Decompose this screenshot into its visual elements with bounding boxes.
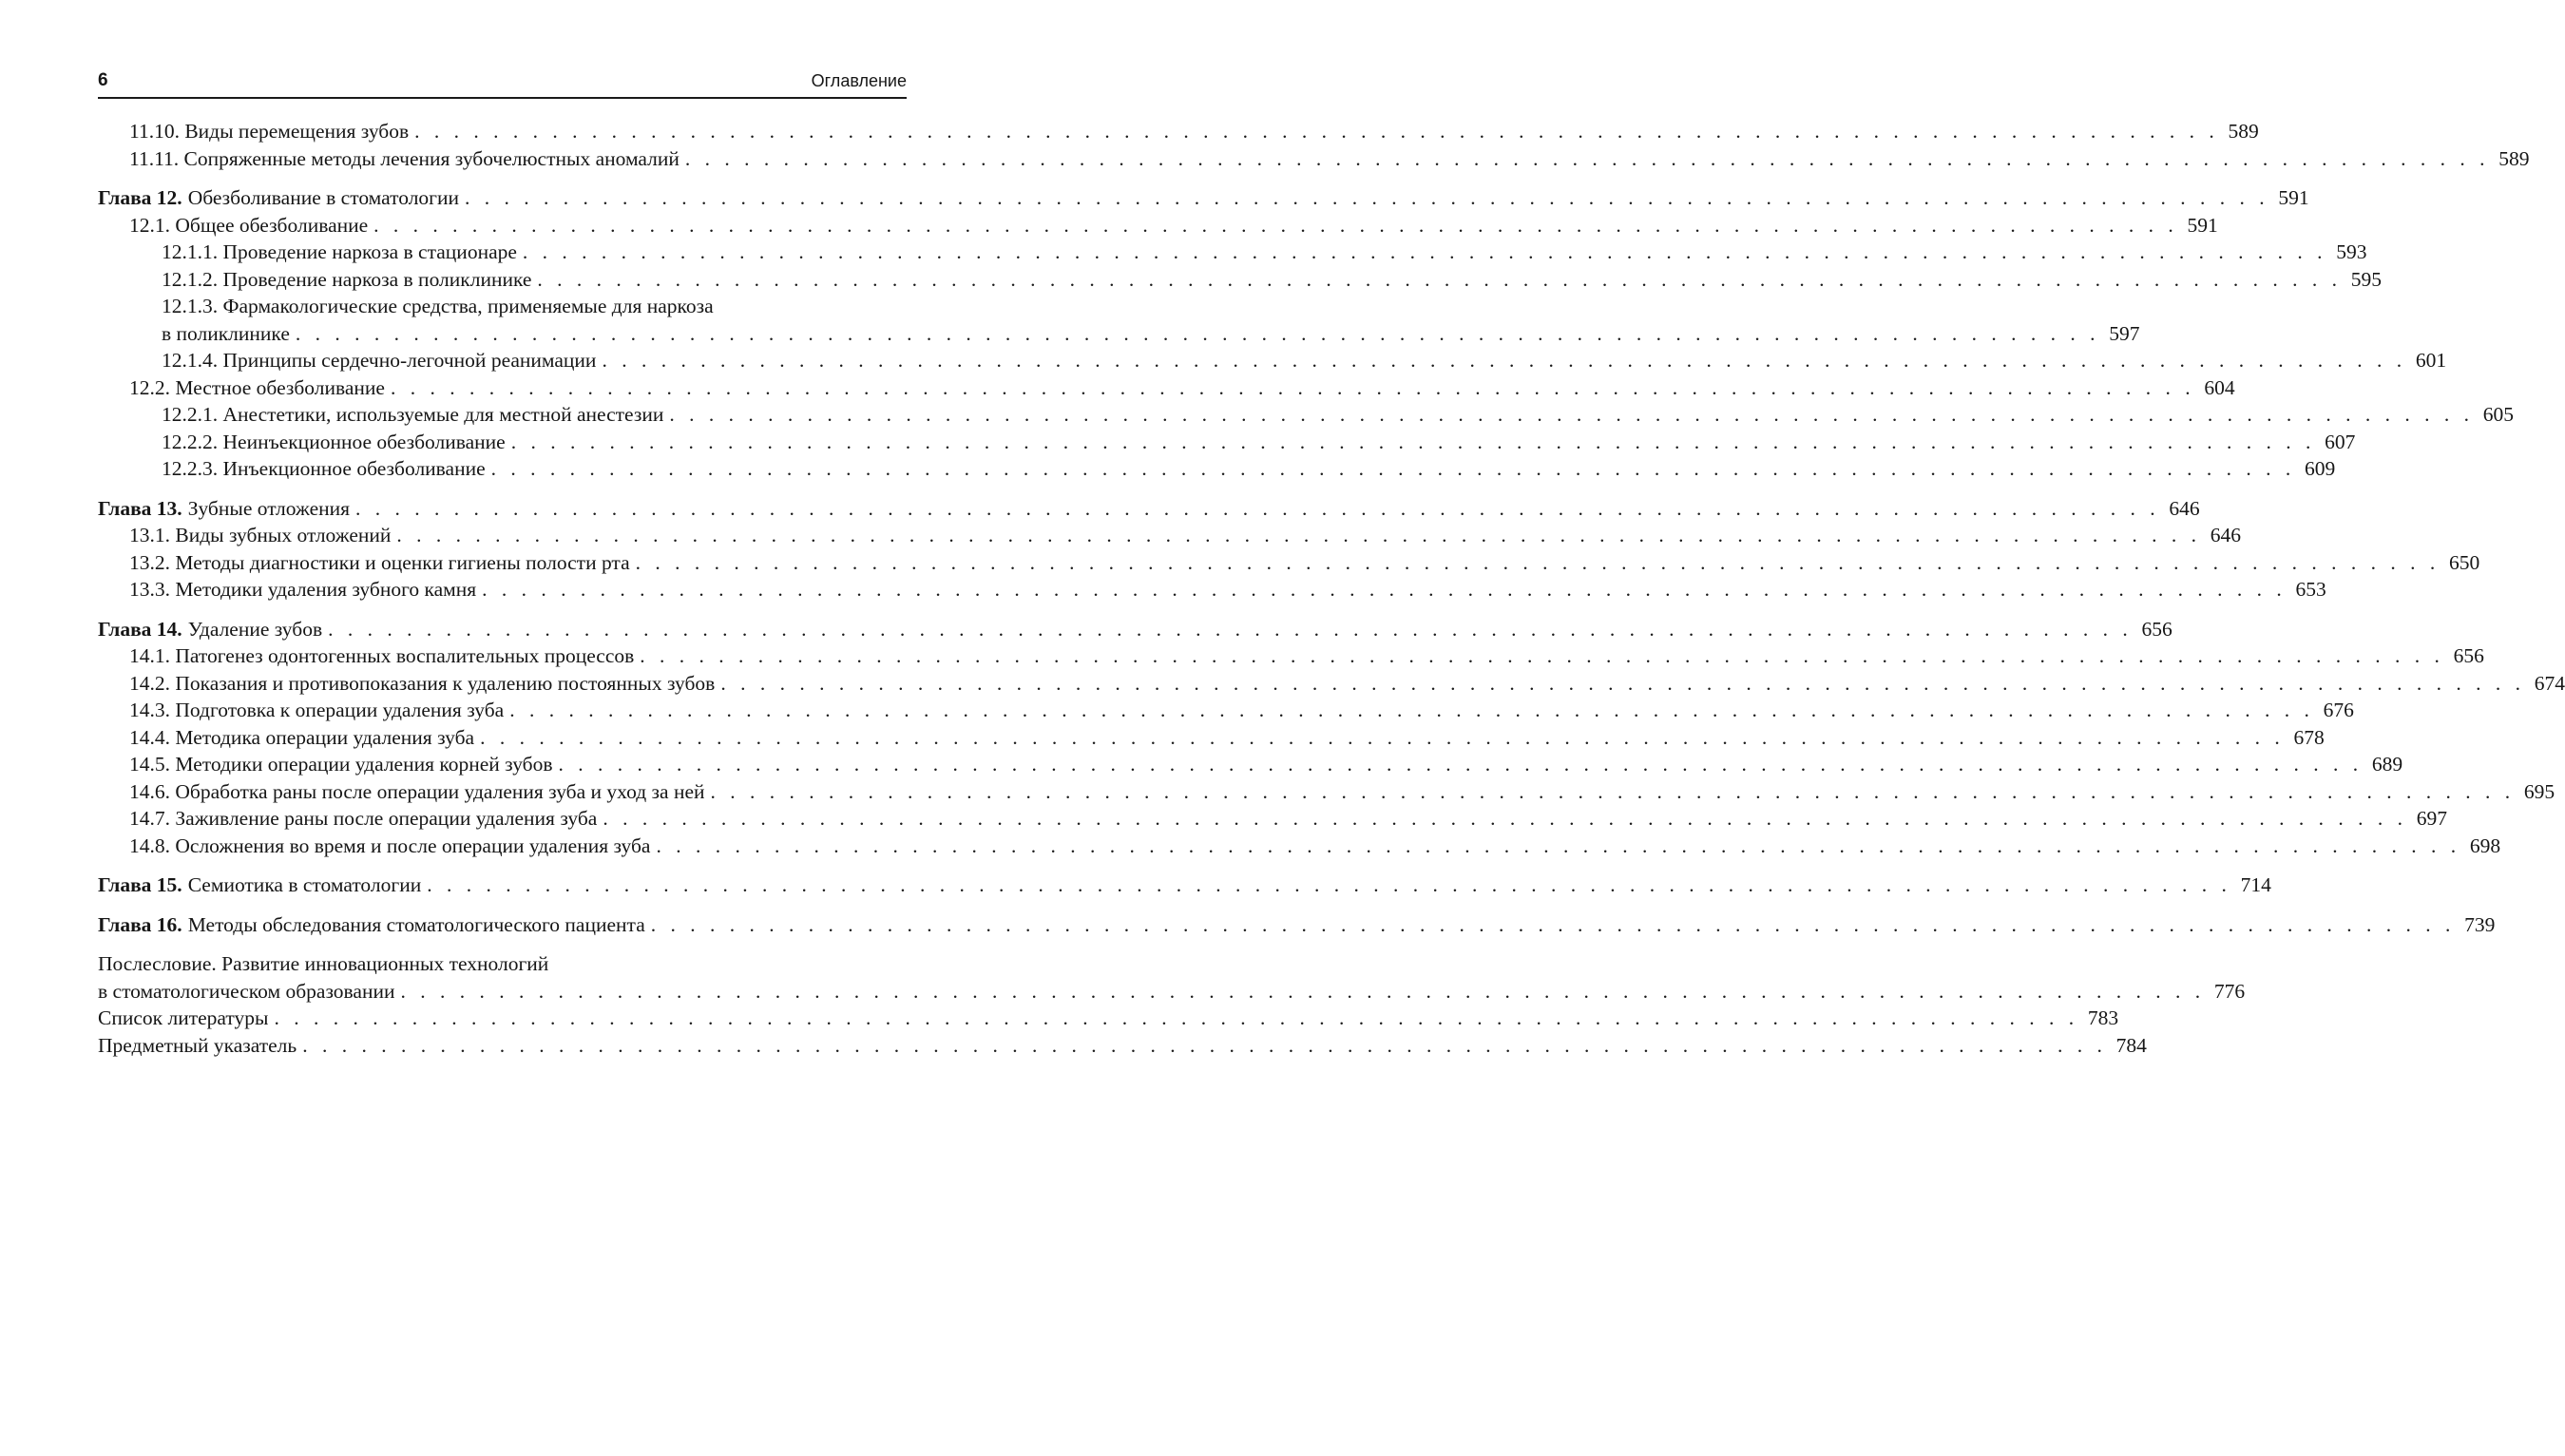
- toc-entry[interactable]: [98, 778, 2555, 806]
- toc-entry-title: 13.2. Методы диагностики и оценки гигиены полости рта: [129, 550, 630, 574]
- toc-chapter-16[interactable]: [98, 911, 2496, 939]
- toc-entry-page: 601: [2415, 349, 2447, 372]
- toc-entry-page: 656: [2141, 617, 2173, 641]
- dot-leader: . . . . . . . . . . . . . . . . . . . . . . . . . . . . . . . . . . . . . . . . . . . . . . . . . . . . . . . . . . . . . . . . . . . . . . . . . . . . . . . . . . . . . . . . . . . .: [480, 725, 2285, 749]
- toc-entry-page: 784: [2115, 1033, 2147, 1057]
- toc-entry-multiline[interactable]: [98, 293, 2140, 347]
- toc-entry-page: 646: [2169, 496, 2200, 520]
- toc-entry-page: 605: [2482, 403, 2514, 426]
- toc-entry-title: 14.3. Подготовка к операции удаления зуба: [129, 699, 505, 721]
- toc-entry-title: 14.4. Методика операции удаления зуба: [129, 725, 475, 749]
- toc-entry-page: 676: [2323, 699, 2354, 721]
- dot-leader: . . . . . . . . . . . . . . . . . . . . . . . . . . . . . . . . . . . . . . . . . . . . . . . . . . . . . . . . . . . . . . . . . . . . . . . . . . . . . . . . . . . . . . . . . . . .: [427, 873, 2231, 896]
- toc-entry-title: 12.2. Местное обезболивание: [129, 375, 385, 399]
- toc-entry-page: 674: [2534, 671, 2565, 695]
- dot-leader: . . . . . . . . . . . . . . . . . . . . . . . . . . . . . . . . . . . . . . . . . . . . . . . . . . . . . . . . . . . . . . . . . . . . . . . . . . . . . . . . . . . . . . . . . . . .: [656, 833, 2461, 857]
- toc-entry-title: 12.1.1. Проведение наркоза в стационаре: [162, 240, 517, 263]
- toc-entry-title: 11.11. Сопряженные методы лечения зубочелюстных аномалий: [129, 146, 680, 170]
- page-header: [98, 70, 907, 99]
- toc-entry-title: 13.3. Методики удаления зубного камня: [129, 578, 477, 601]
- toc-entry-title: 14.8. Осложнения во время и после операции удаления зуба: [129, 833, 651, 857]
- toc-entry-title: 11.10. Виды перемещения зубов: [129, 120, 410, 143]
- toc-entry[interactable]: [98, 670, 2565, 698]
- dot-leader: . . . . . . . . . . . . . . . . . . . . . . . . . . . . . . . . . . . . . . . . . . . . . . . . . . . . . . . . . . . . . . . . . . . . . . . . . . . . . . . . . . . . . . . . . . . .: [400, 979, 2206, 1003]
- dot-leader: . . . . . . . . . . . . . . . . . . . . . . . . . . . . . . . . . . . . . . . . . . . . . . . . . . . . . . . . . . . . . . . . . . . . . . . . . . . . . . . . . . . . . . . . . . . .: [274, 1006, 2079, 1029]
- toc-entry[interactable]: [98, 118, 2259, 145]
- toc-entry-references[interactable]: [98, 1005, 2119, 1032]
- dot-leader: . . . . . . . . . . . . . . . . . . . . . . . . . . . . . . . . . . . . . . . . . . . . . . . . . . . . . . . . . . . . . . . . . . . . . . . . . . . . . . . . . . . . . . . . . . . .: [669, 403, 2474, 426]
- toc-entry[interactable]: [98, 751, 2403, 778]
- toc-chapter-14[interactable]: [98, 616, 2173, 643]
- toc-entry-title: 12.1.4. Принципы сердечно-легочной реанимации: [162, 349, 597, 372]
- toc-chapter-15[interactable]: [98, 872, 2271, 899]
- toc-entry-title: Удаление зубов: [187, 617, 323, 641]
- toc-entry-title: Зубные отложения: [187, 496, 351, 520]
- toc-entry-page: 697: [2416, 807, 2447, 830]
- dot-leader: . . . . . . . . . . . . . . . . . . . . . . . . . . . . . . . . . . . . . . . . . . . . . . . . . . . . . . . . . . . . . . . . . . . . . . . . . . . . . . . . . . . . . . . . . . . .: [603, 807, 2407, 830]
- toc-entry-page: 698: [2469, 833, 2501, 857]
- chapter-label: Глава 15.: [98, 873, 182, 896]
- toc-entry[interactable]: [98, 576, 2326, 603]
- toc-entry-page: 689: [2371, 753, 2403, 776]
- toc-entry-title-line2: в стоматологическом образовании: [98, 979, 395, 1003]
- dot-leader: . . . . . . . . . . . . . . . . . . . . . . . . . . . . . . . . . . . . . . . . . . . . . . . . . . . . . . . . . . . . . . . . . . . . . . . . . . . . . . . . . . . . . . . . . . . .: [602, 349, 2407, 372]
- chapter-label: Глава 16.: [98, 912, 182, 936]
- toc-entry[interactable]: [98, 642, 2484, 670]
- dot-leader: . . . . . . . . . . . . . . . . . . . . . . . . . . . . . . . . . . . . . . . . . . . . . . . . . . . . . . . . . . . . . . . . . . . . . . . . . . . . . . . . . . . . . . . . . . . .: [720, 671, 2525, 695]
- dot-leader: . . . . . . . . . . . . . . . . . . . . . . . . . . . . . . . . . . . . . . . . . . . . . . . . . . . . . . . . . . . . . . . . . . . . . . . . . . . . . . . . . . . . . . . . . . . .: [510, 430, 2316, 453]
- toc-entry-title: 12.2.1. Анестетики, используемые для местной анестезии: [162, 403, 664, 426]
- toc-entry[interactable]: [98, 522, 2242, 549]
- dot-leader: . . . . . . . . . . . . . . . . . . . . . . . . . . . . . . . . . . . . . . . . . . . . . . . . . . . . . . . . . . . . . . . . . . . . . . . . . . . . . . . . . . . . . . . . . . . .: [302, 1033, 2107, 1057]
- toc-entry[interactable]: [98, 697, 2354, 724]
- toc-entry-page: 593: [2336, 240, 2367, 263]
- toc-entry-page: 650: [2449, 550, 2480, 574]
- toc-entry-title: 14.6. Обработка раны после операции удаления зуба и уход за ней: [129, 779, 705, 803]
- toc-entry-page: 739: [2464, 912, 2496, 936]
- page-number: 6: [98, 70, 108, 90]
- toc-entry-page: 646: [2210, 524, 2242, 546]
- toc-entry-page: 597: [2109, 321, 2140, 345]
- toc-entry-page: 604: [2204, 375, 2235, 399]
- toc-entry-page: 656: [2453, 644, 2484, 667]
- toc-entry-page: 695: [2523, 779, 2555, 803]
- toc-entry-title: Семиотика в стоматологии: [187, 873, 422, 896]
- table-of-contents: [98, 118, 2565, 1059]
- toc-entry-page: 591: [2278, 186, 2309, 209]
- toc-entry[interactable]: [98, 833, 2501, 860]
- toc-entry[interactable]: [98, 145, 2530, 173]
- toc-entry-title: Предметный указатель: [98, 1033, 297, 1057]
- dot-leader: . . . . . . . . . . . . . . . . . . . . . . . . . . . . . . . . . . . . . . . . . . . . . . . . . . . . . . . . . . . . . . . . . . . . . . . . . . . . . . . . . . . . . . . . . . . .: [414, 120, 2219, 143]
- toc-entry-page: 595: [2350, 267, 2383, 291]
- toc-entry-title: 14.2. Показания и противопоказания к удалению постоянных зубов: [129, 671, 716, 695]
- dot-leader: . . . . . . . . . . . . . . . . . . . . . . . . . . . . . . . . . . . . . . . . . . . . . . . . . . . . . . . . . . . . . . . . . . . . . . . . . . . . . . . . . . . . . . . . . . . .: [537, 267, 2343, 291]
- toc-entry-title: 12.2.2. Неинъекционное обезболивание: [162, 430, 506, 453]
- running-title: Оглавление: [811, 71, 907, 90]
- toc-entry-index[interactable]: [98, 1032, 2147, 1060]
- dot-leader: . . . . . . . . . . . . . . . . . . . . . . . . . . . . . . . . . . . . . . . . . . . . . . . . . . . . . . . . . . . . . . . . . . . . . . . . . . . . . . . . . . . . . . . . . . . .: [509, 699, 2314, 721]
- toc-entry-title: Список литературы: [98, 1006, 269, 1029]
- toc-entry-page: 776: [2213, 979, 2246, 1003]
- chapter-label: Глава 12.: [98, 186, 182, 209]
- toc-entry[interactable]: [98, 401, 2514, 429]
- dot-leader: . . . . . . . . . . . . . . . . . . . . . . . . . . . . . . . . . . . . . . . . . . . . . . . . . . . . . . . . . . . . . . . . . . . . . . . . . . . . . . . . . . . . . . . . . . . .: [640, 644, 2444, 667]
- dot-leader: . . . . . . . . . . . . . . . . . . . . . . . . . . . . . . . . . . . . . . . . . . . . . . . . . . . . . . . . . . . . . . . . . . . . . . . . . . . . . . . . . . . . . . . . . . . .: [710, 779, 2516, 803]
- dot-leader: . . . . . . . . . . . . . . . . . . . . . . . . . . . . . . . . . . . . . . . . . . . . . . . . . . . . . . . . . . . . . . . . . . . . . . . . . . . . . . . . . . . . . . . . . . . .: [490, 457, 2296, 480]
- toc-entry[interactable]: [98, 805, 2447, 833]
- toc-entry-title-line1: Послесловие. Развитие инновационных технологий: [98, 952, 549, 975]
- toc-entry-title: 12.1. Общее обезболивание: [129, 213, 369, 237]
- toc-entry[interactable]: [98, 429, 2356, 456]
- toc-entry-page: 714: [2240, 873, 2271, 896]
- dot-leader: . . . . . . . . . . . . . . . . . . . . . . . . . . . . . . . . . . . . . . . . . . . . . . . . . . . . . . . . . . . . . . . . . . . . . . . . . . . . . . . . . . . . . . . . . . . .: [328, 617, 2133, 641]
- toc-entry-page: 589: [2228, 120, 2259, 143]
- dot-leader: . . . . . . . . . . . . . . . . . . . . . . . . . . . . . . . . . . . . . . . . . . . . . . . . . . . . . . . . . . . . . . . . . . . . . . . . . . . . . . . . . . . . . . . . . . . .: [522, 240, 2327, 263]
- toc-chapter-12[interactable]: [98, 184, 2309, 212]
- toc-entry-page: 678: [2293, 725, 2325, 749]
- toc-entry[interactable]: [98, 374, 2235, 402]
- toc-entry-page: 591: [2187, 213, 2218, 237]
- toc-entry-title: 14.5. Методики операции удаления корней зубов: [129, 753, 553, 776]
- toc-entry[interactable]: [98, 724, 2325, 752]
- toc-entry-title: 14.1. Патогенез одонтогенных воспалительных процессов: [129, 644, 635, 667]
- toc-entry-page: 653: [2295, 578, 2326, 601]
- dot-leader: . . . . . . . . . . . . . . . . . . . . . . . . . . . . . . . . . . . . . . . . . . . . . . . . . . . . . . . . . . . . . . . . . . . . . . . . . . . . . . . . . . . . . . . . . . . .: [396, 524, 2202, 546]
- toc-entry[interactable]: [98, 549, 2480, 577]
- dot-leader: . . . . . . . . . . . . . . . . . . . . . . . . . . . . . . . . . . . . . . . . . . . . . . . . . . . . . . . . . . . . . . . . . . . . . . . . . . . . . . . . . . . . . . . . . . . .: [390, 375, 2195, 399]
- toc-entry-title: 12.2.3. Инъекционное обезболивание: [162, 457, 486, 480]
- dot-leader: . . . . . . . . . . . . . . . . . . . . . . . . . . . . . . . . . . . . . . . . . . . . . . . . . . . . . . . . . . . . . . . . . . . . . . . . . . . . . . . . . . . . . . . . . . . .: [482, 578, 2287, 601]
- toc-entry[interactable]: [98, 212, 2218, 239]
- dot-leader: . . . . . . . . . . . . . . . . . . . . . . . . . . . . . . . . . . . . . . . . . . . . . . . . . . . . . . . . . . . . . . . . . . . . . . . . . . . . . . . . . . . . . . . . . . . .: [373, 213, 2178, 237]
- toc-entry-page: 609: [2305, 457, 2336, 480]
- dot-leader: . . . . . . . . . . . . . . . . . . . . . . . . . . . . . . . . . . . . . . . . . . . . . . . . . . . . . . . . . . . . . . . . . . . . . . . . . . . . . . . . . . . . . . . . . . . .: [465, 186, 2269, 209]
- dot-leader: . . . . . . . . . . . . . . . . . . . . . . . . . . . . . . . . . . . . . . . . . . . . . . . . . . . . . . . . . . . . . . . . . . . . . . . . . . . . . . . . . . . . . . . . . . . .: [684, 146, 2490, 170]
- toc-entry-afterword[interactable]: [98, 950, 2246, 1005]
- toc-entry-title-line1: 12.1.3. Фармакологические средства, применяемые для наркоза: [162, 295, 714, 317]
- toc-entry[interactable]: [98, 347, 2447, 374]
- toc-entry[interactable]: [98, 266, 2383, 294]
- toc-entry-title: Обезболивание в стоматологии: [187, 186, 460, 209]
- toc-chapter-13[interactable]: [98, 495, 2200, 523]
- toc-entry[interactable]: [98, 455, 2336, 483]
- toc-entry-title: 14.7. Заживление раны после операции удаления зуба: [129, 807, 598, 830]
- toc-entry-page: 607: [2325, 430, 2356, 453]
- toc-entry[interactable]: [98, 239, 2367, 266]
- dot-leader: . . . . . . . . . . . . . . . . . . . . . . . . . . . . . . . . . . . . . . . . . . . . . . . . . . . . . . . . . . . . . . . . . . . . . . . . . . . . . . . . . . . . . . . . . . . .: [650, 912, 2456, 936]
- toc-entry-page: 783: [2087, 1006, 2119, 1029]
- toc-entry-title: 13.1. Виды зубных отложений: [129, 524, 392, 546]
- chapter-label: Глава 14.: [98, 617, 182, 641]
- dot-leader: . . . . . . . . . . . . . . . . . . . . . . . . . . . . . . . . . . . . . . . . . . . . . . . . . . . . . . . . . . . . . . . . . . . . . . . . . . . . . . . . . . . . . . . . . . . .: [295, 321, 2100, 345]
- toc-entry-page: 589: [2498, 146, 2530, 170]
- dot-leader: . . . . . . . . . . . . . . . . . . . . . . . . . . . . . . . . . . . . . . . . . . . . . . . . . . . . . . . . . . . . . . . . . . . . . . . . . . . . . . . . . . . . . . . . . . . .: [635, 550, 2441, 574]
- toc-entry-title: Методы обследования стоматологического пациента: [187, 912, 645, 936]
- dot-leader: . . . . . . . . . . . . . . . . . . . . . . . . . . . . . . . . . . . . . . . . . . . . . . . . . . . . . . . . . . . . . . . . . . . . . . . . . . . . . . . . . . . . . . . . . . . .: [558, 753, 2364, 776]
- chapter-label: Глава 13.: [98, 496, 182, 520]
- toc-entry-title-line2: в поликлинике: [162, 321, 290, 345]
- dot-leader: . . . . . . . . . . . . . . . . . . . . . . . . . . . . . . . . . . . . . . . . . . . . . . . . . . . . . . . . . . . . . . . . . . . . . . . . . . . . . . . . . . . . . . . . . . . .: [355, 496, 2160, 520]
- toc-entry-title: 12.1.2. Проведение наркоза в поликлинике: [162, 267, 532, 291]
